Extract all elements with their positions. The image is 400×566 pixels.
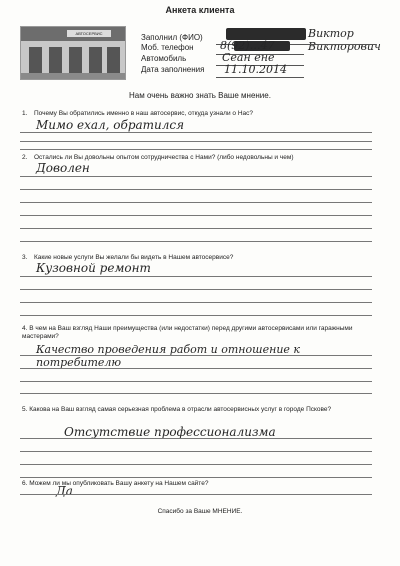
logo-garage-door	[29, 47, 42, 73]
field-value-phone[interactable]: 8(92)…47	[220, 39, 275, 52]
question-1-text: Почему Вы обратились именно в наш автосервис, откуда узнали о Нас?	[34, 110, 253, 117]
intro-text: Нам очень важно знать Ваше мнение.	[129, 91, 271, 100]
field-label-car: Автомобиль	[141, 54, 187, 63]
question-6-body: Можем ли мы опубликовать Вашу анкету на Нашем сайте?	[29, 480, 209, 487]
field-label-name: Заполнил (ФИО)	[141, 33, 203, 42]
answer-line	[20, 368, 372, 369]
answer-line	[20, 494, 372, 495]
field-value-car[interactable]: Сеан ене	[222, 51, 275, 64]
answer-line	[20, 477, 372, 478]
field-value-date[interactable]: 11.10.2014	[224, 63, 287, 76]
question-number: 4.	[22, 325, 28, 332]
answer-line	[20, 302, 372, 303]
answer-line	[20, 132, 372, 133]
question-4-body: В чем на Ваш взгляд Наши преимущества (или недостатки) перед другими автосервисами или гаражными мастерами?	[22, 325, 353, 340]
question-number: 3.	[22, 254, 28, 261]
answer-6[interactable]: Да	[56, 484, 73, 498]
form-title: Анкета клиента	[165, 5, 235, 15]
field-line-date	[216, 77, 304, 78]
answer-line	[20, 141, 372, 142]
answer-line	[20, 381, 372, 382]
answer-line	[20, 451, 372, 452]
question-5-text	[22, 406, 374, 414]
field-label-date: Дата заполнения	[141, 65, 205, 74]
autoservice-logo-photo	[20, 26, 126, 80]
question-5-body: Какова на Ваш взгляд самая серьезная проблема в отрасли автосервисных услуг в городе Пскове?	[29, 406, 332, 413]
logo-garage-door	[89, 47, 102, 73]
answer-line	[20, 202, 372, 203]
logo-sign: АВТОСЕРВИС	[67, 30, 111, 37]
thanks-text: Спасибо за Ваше МНЕНИЕ.	[157, 508, 243, 515]
logo-garage-door	[49, 47, 62, 73]
field-label-phone: Моб. телефон	[141, 43, 194, 52]
question-4-text	[22, 325, 374, 341]
question-3-text: Какие новые услуги Вы желали бы видеть в Нашем автосервисе?	[34, 254, 234, 261]
answer-line	[20, 176, 372, 177]
logo-ground	[21, 73, 125, 79]
answer-1[interactable]: Мимо ехал, обратился	[36, 118, 185, 132]
answer-2[interactable]: Доволен	[36, 161, 90, 175]
logo-garage-door	[107, 47, 120, 73]
answer-line	[20, 438, 372, 439]
answer-line	[20, 315, 372, 316]
question-number: 2.	[22, 154, 28, 161]
question-2-text: Остались ли Вы довольны опытом сотрудничества с Нами? (либо недовольны и чем)	[34, 154, 294, 161]
answer-line	[20, 228, 372, 229]
field-value-name[interactable]: Виктор Викторович	[308, 27, 381, 53]
answer-5[interactable]: Отсутствие профессионализма	[64, 425, 276, 439]
question-number: 5.	[22, 406, 28, 413]
answer-line	[20, 149, 372, 150]
question-number: 1.	[22, 110, 28, 117]
answer-line	[20, 189, 372, 190]
answer-line	[20, 464, 372, 465]
answer-line	[20, 276, 372, 277]
question-6-text	[22, 480, 374, 488]
question-number: 6.	[22, 480, 28, 487]
answer-line	[20, 355, 372, 356]
logo-garage-door	[69, 47, 82, 73]
answer-line	[20, 393, 372, 394]
answer-3[interactable]: Кузовной ремонт	[36, 261, 151, 275]
answer-line	[20, 289, 372, 290]
answer-line	[20, 215, 372, 216]
answer-4[interactable]: Качество проведения работ и отношение к потребителю	[36, 343, 300, 369]
answer-line	[20, 241, 372, 242]
